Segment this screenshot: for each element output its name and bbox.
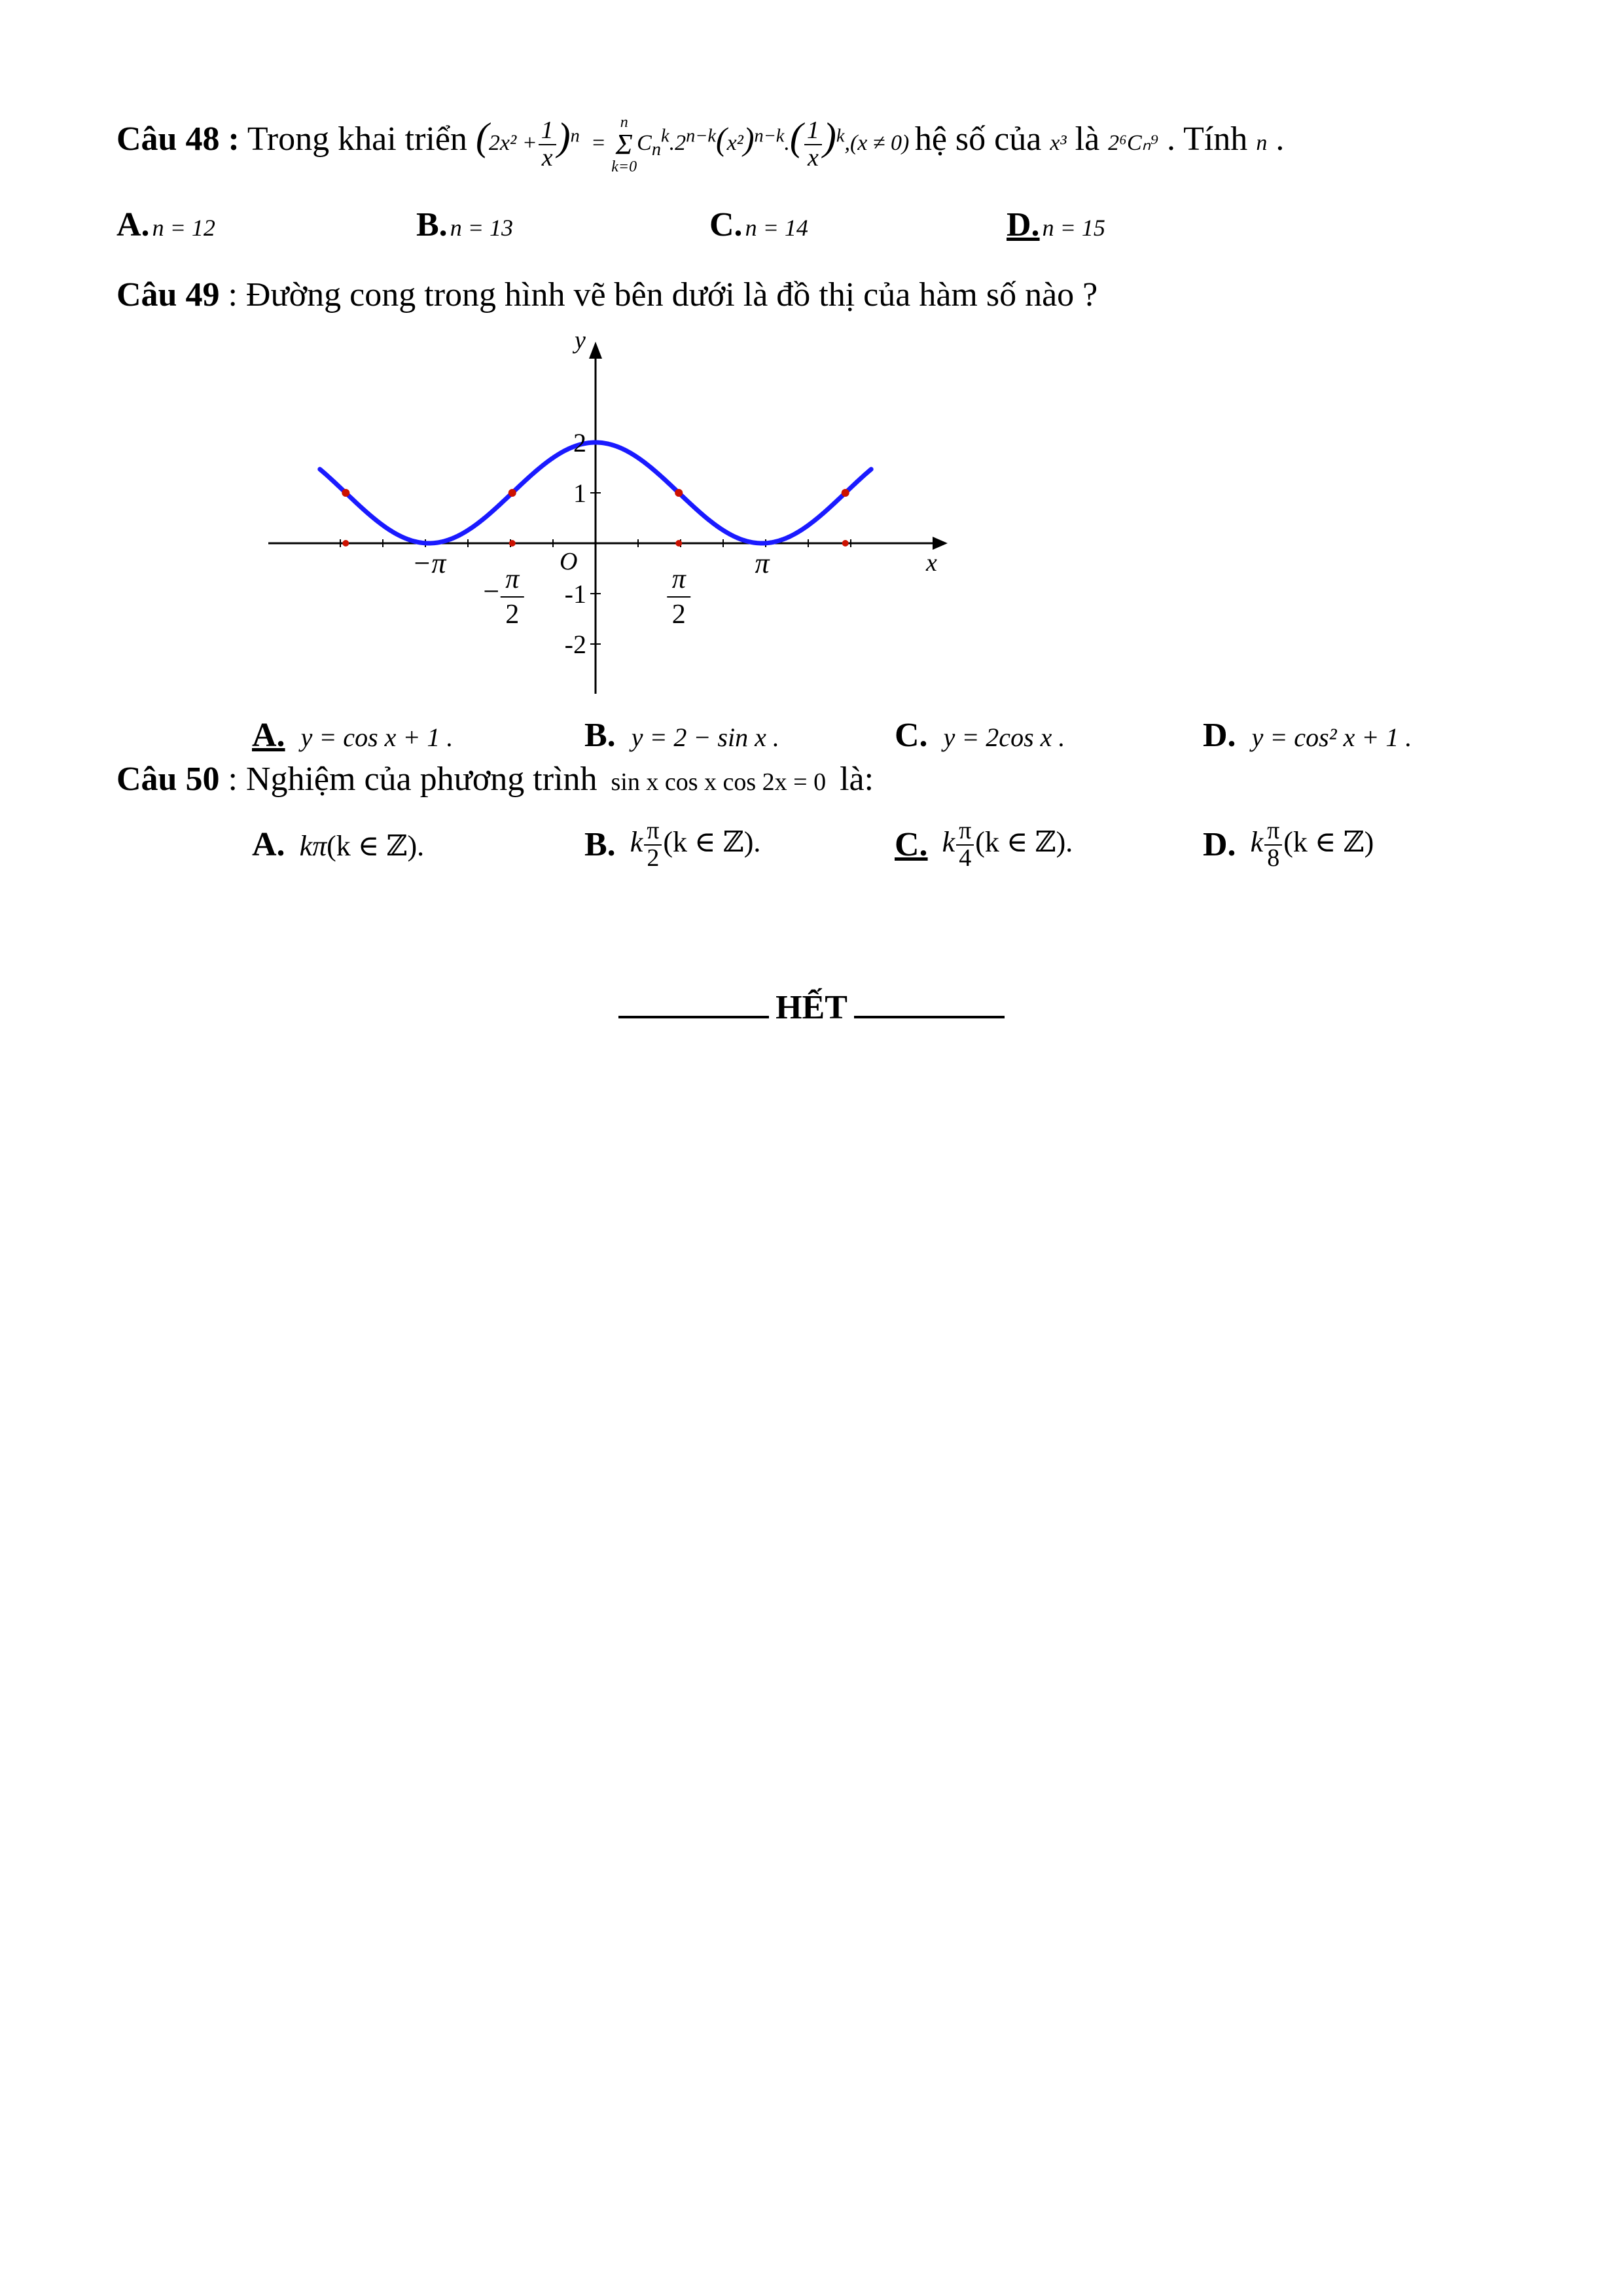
question-48-middle-text: hệ số của xyxy=(914,120,1042,158)
q50-answer-d[interactable]: D. k $\frac{\pi}{8}$ (k ∈ ℤ) xyxy=(1203,817,1374,872)
q50-answer-c[interactable]: C. k $\frac{\pi}{4}$ (k ∈ ℤ). xyxy=(895,817,1073,872)
curve-point xyxy=(842,489,849,497)
y-axis-label: y xyxy=(575,327,586,354)
question-48 xyxy=(116,115,1284,175)
end-of-exam xyxy=(0,988,1623,1027)
q49-answer-b[interactable]: B. y = 2 − sin x . xyxy=(584,717,779,754)
x-tick-denominator: 2 xyxy=(671,600,686,630)
curve-point xyxy=(675,489,683,497)
question-50-text: : Nghiệm của phương trình xyxy=(228,761,597,798)
y-tick-label: 2 xyxy=(573,428,586,457)
y-tick-label: -1 xyxy=(564,579,586,609)
x-tick-numerator: π xyxy=(505,564,520,594)
x-tick-numerator: π xyxy=(671,564,686,594)
question-50-equation: sin x cos x cos 2x = 0 xyxy=(611,768,827,796)
q50-answer-b[interactable]: B. k $\frac{\pi}{2}$ (k ∈ ℤ). xyxy=(584,817,761,872)
x-tick-label: π xyxy=(755,547,770,579)
q48-answer-a[interactable]: A. n = 12 xyxy=(116,206,215,243)
question-50 xyxy=(116,762,874,797)
question-49-label: Câu 49 xyxy=(116,276,220,314)
question-48-power-term: x³ xyxy=(1050,130,1067,155)
y-tick-label: -2 xyxy=(564,630,586,659)
origin-label: O xyxy=(560,548,578,575)
question-48-unknown: n xyxy=(1256,130,1268,155)
curve-point xyxy=(342,489,349,497)
end-line-right xyxy=(854,1016,1005,1018)
end-text: HẾT xyxy=(776,989,847,1026)
y-tick-label: 1 xyxy=(573,478,586,508)
axis-point xyxy=(342,540,349,547)
question-50-end: là: xyxy=(840,761,874,798)
curve-point xyxy=(508,489,516,497)
q49-answer-c[interactable]: C. y = 2cos x . xyxy=(895,717,1065,754)
axis-point xyxy=(675,540,682,547)
x-tick-sign: − xyxy=(483,575,500,607)
question-48-expansion: (2x² + $\frac{1}{x}$ )$^n$ = n Σ k=0 $C_n^k.2^{n-k}(x^2)^{n-k}$.( $\frac{1}{x}$ )$^k$,(x ≠ 0) xyxy=(475,114,915,175)
x-tick-denominator: 2 xyxy=(505,600,520,630)
question-48-la: là xyxy=(1075,120,1100,158)
question-49 xyxy=(116,278,1097,312)
q48-answer-b[interactable]: B. n = 13 xyxy=(416,206,513,243)
x-tick-label: −π xyxy=(412,547,446,579)
q48-answer-d[interactable]: D. n = 15 xyxy=(1007,206,1105,243)
y-axis-arrow xyxy=(589,342,602,359)
x-axis-label: x xyxy=(926,549,937,577)
question-48-end-text: . Tính xyxy=(1167,120,1248,158)
question-48-coefficient: 2⁶Cₙ⁹ xyxy=(1108,130,1159,155)
q49-answer-d[interactable]: D. y = cos² x + 1 . xyxy=(1203,717,1412,754)
question-49-text: : Đường cong trong hình vẽ bên dưới là đồ thị của hàm số nào ? xyxy=(228,276,1098,314)
q48-answer-c[interactable]: C. n = 14 xyxy=(709,206,808,243)
end-line-left xyxy=(618,1016,769,1018)
question-48-label: Câu 48 : xyxy=(116,120,240,158)
q50-answer-a[interactable]: A. kπ(k ∈ ℤ). xyxy=(252,826,425,863)
axis-point xyxy=(842,540,849,547)
x-axis-arrow xyxy=(933,537,948,550)
cosine-graph xyxy=(262,327,955,694)
question-48-text: Trong khai triển xyxy=(247,120,467,158)
q49-answer-a[interactable]: A. y = cos x + 1 . xyxy=(252,717,454,754)
question-48-period: . xyxy=(1275,120,1285,158)
axis-point xyxy=(509,540,516,547)
question-50-label: Câu 50 xyxy=(116,761,220,798)
